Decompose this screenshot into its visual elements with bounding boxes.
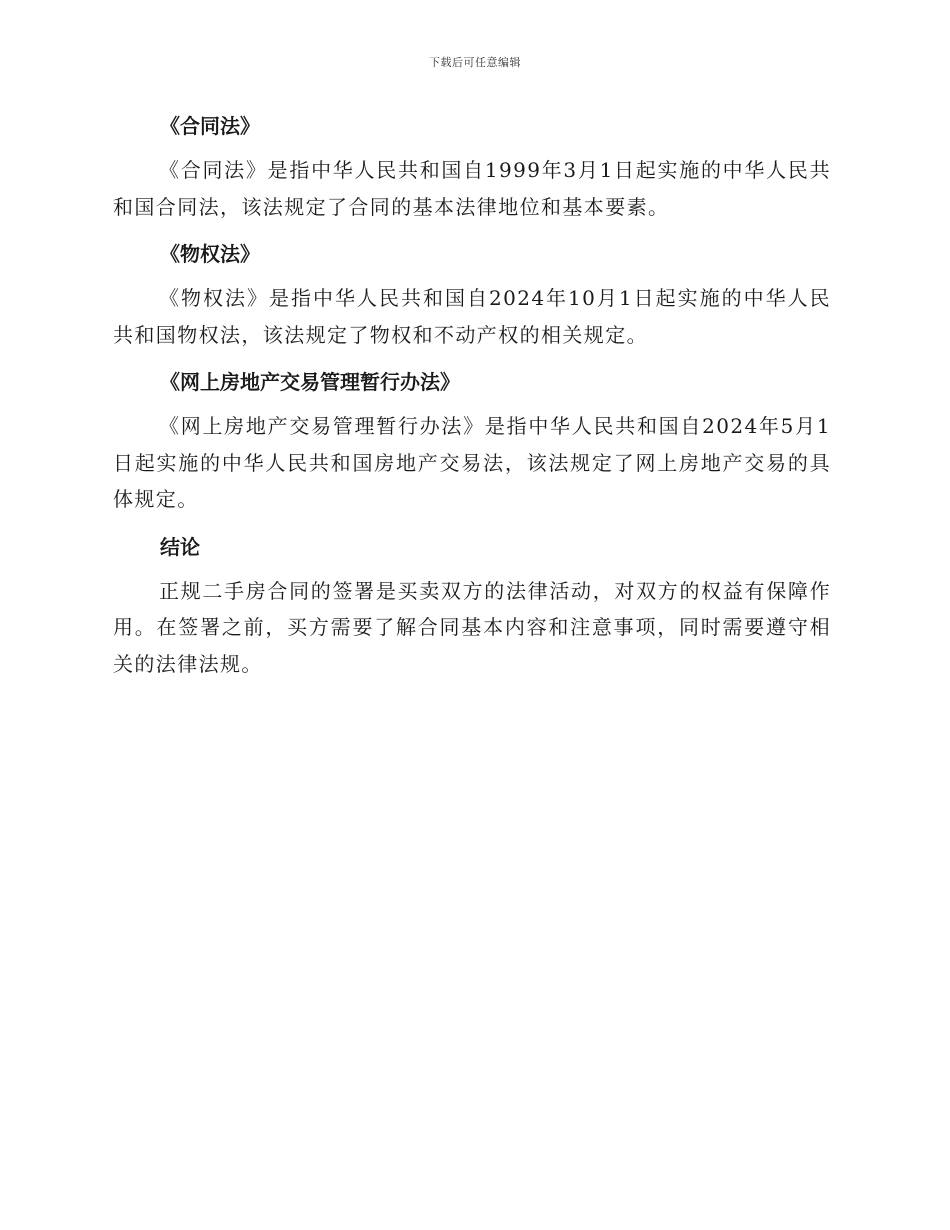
document-body [113, 108, 831, 693]
section-heading: 《网上房地产交易管理暂行办法》 [160, 370, 460, 394]
section-paragraph: 正规二手房合同的签署是买卖双方的法律活动，对双方的权益有保障作用。在签署之前，买方需要了解合同基本内容和注意事项，同时需要遵守相关的法律法规。 [113, 578, 831, 676]
section-property-law [113, 236, 831, 353]
section-heading: 《物权法》 [160, 242, 260, 266]
section-heading: 《合同法》 [160, 114, 260, 138]
section-conclusion [113, 529, 831, 683]
section-heading: 结论 [160, 534, 200, 559]
section-paragraph: 《网上房地产交易管理暂行办法》是指中华人民共和国自2024年5月1日起实施的中华人民共和国房地产交易法，该法规定了网上房地产交易的具体规定。 [113, 414, 831, 511]
section-paragraph: 《物权法》是指中华人民共和国自2024年10月1日起实施的中华人民共和国物权法，该法规定了物权和不动产权的相关规定。 [113, 286, 831, 347]
section-contract-law [113, 108, 831, 225]
section-paragraph: 《合同法》是指中华人民共和国自1999年3月1日起实施的中华人民共和国合同法，该法规定了合同的基本法律地位和基本要素。 [113, 158, 831, 219]
section-online-real-estate-regulation [113, 364, 831, 518]
page-header: 下载后可任意编辑 [429, 56, 521, 69]
